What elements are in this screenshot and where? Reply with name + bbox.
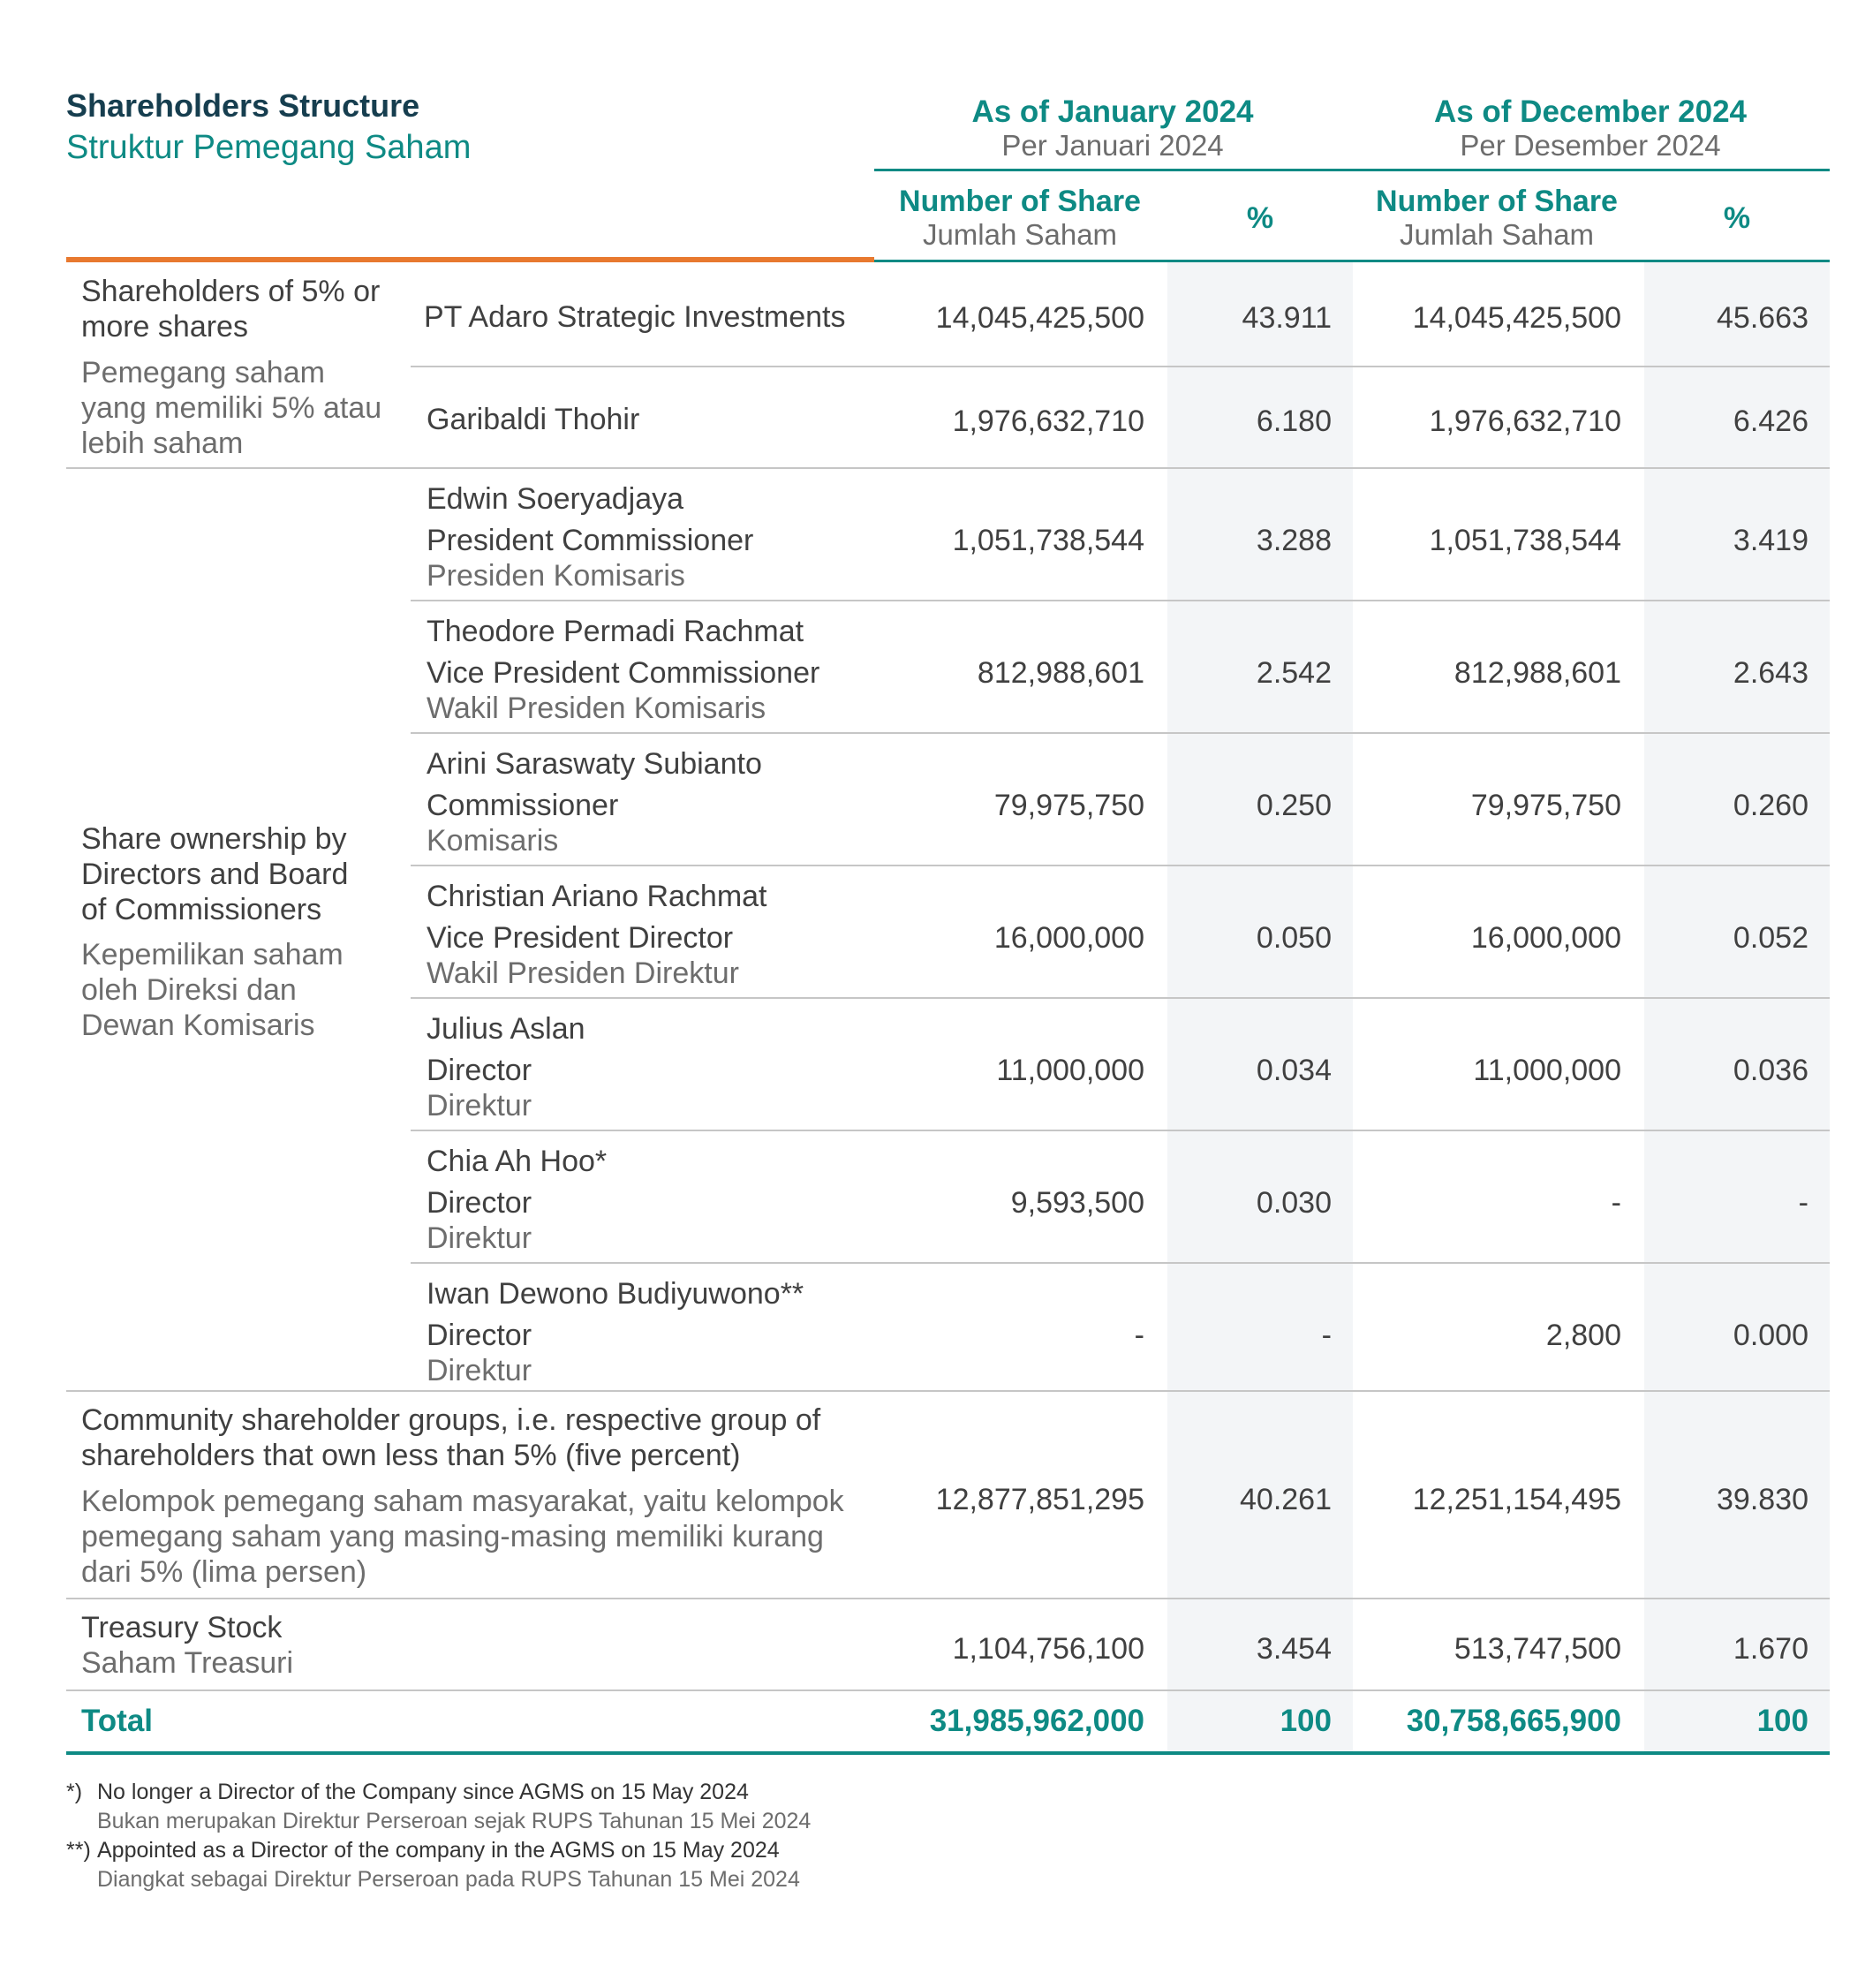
jan-pct-value: 0.250 — [1256, 789, 1332, 822]
dec-pct-value: - — [1798, 1186, 1808, 1220]
jan-shares-value: 9,593,500 — [1010, 1186, 1144, 1220]
jan-pct-value: 6.180 — [1256, 404, 1332, 438]
footnote-text-id: Bukan merupakan Direktur Perseroan sejak RUPS Tahunan 15 Mei 2024 — [97, 1809, 812, 1833]
treasury-label-id: Saham Treasuri — [81, 1646, 293, 1680]
dec-pct-value: 0.260 — [1733, 789, 1808, 822]
jan-pct-value: 43.911 — [1242, 301, 1332, 335]
dec-pct-value: 2.643 — [1733, 656, 1808, 690]
group-directors-label: Share ownership by Directors and Board of Commissioners — [81, 822, 349, 926]
row-divider — [411, 1130, 1830, 1131]
jan-shares-value: 1,976,632,710 — [952, 404, 1144, 438]
group-major-label: Shareholders of 5% or more shares — [81, 275, 381, 344]
jan-pct-value: 3.454 — [1256, 1632, 1332, 1666]
row-divider — [411, 600, 1830, 601]
period-dec-title: As of December 2024 — [1433, 94, 1748, 129]
director-role: Commissioner — [427, 789, 619, 822]
shareholder-name: Garibaldi Thohir — [427, 403, 640, 436]
director-role: Vice President Commissioner — [427, 656, 820, 690]
dec-shares-value: 513,747,500 — [1453, 1632, 1621, 1666]
total-label: Total — [81, 1704, 154, 1738]
director-role: Vice President Director — [427, 921, 734, 955]
director-role-id: Wakil Presiden Direktur — [427, 956, 739, 990]
director-role-id: Wakil Presiden Komisaris — [427, 692, 766, 725]
jan-shares-value: - — [1134, 1319, 1144, 1352]
header-rule-orange — [66, 257, 874, 262]
total-jan-shares: 31,985,962,000 — [929, 1704, 1144, 1738]
dec-shares-value: 12,251,154,495 — [1412, 1483, 1621, 1516]
jan-shares-value: 1,104,756,100 — [952, 1632, 1144, 1666]
jan-shares-header-id: Jumlah Saham — [922, 218, 1118, 251]
dec-pct-header: % — [1723, 201, 1751, 235]
row-divider — [411, 732, 1830, 734]
director-role: President Commissioner — [427, 524, 754, 557]
treasury-label: Treasury Stock — [81, 1611, 283, 1644]
director-role-id: Direktur — [427, 1221, 532, 1255]
jan-pct-value: 40.261 — [1240, 1483, 1332, 1516]
dec-pct-value: 0.000 — [1733, 1319, 1808, 1352]
total-bottom-rule — [66, 1751, 1830, 1755]
group-directors-label-id: Kepemilikan saham oleh Direksi dan Dewan Komisaris — [81, 938, 344, 1042]
period-underline — [874, 169, 1830, 171]
director-role-id: Presiden Komisaris — [427, 559, 685, 593]
director-role-id: Direktur — [427, 1089, 532, 1123]
footnote-text: No longer a Director of the Company since AGMS on 15 May 2024 — [97, 1780, 749, 1804]
dec-shares-value: 2,800 — [1545, 1319, 1621, 1352]
jan-shares-value: 1,051,738,544 — [952, 524, 1144, 557]
jan-pct-value: 3.288 — [1256, 524, 1332, 557]
row-divider — [411, 997, 1830, 999]
group-divider — [66, 1390, 1830, 1392]
director-name: Iwan Dewono Budiyuwono** — [427, 1277, 804, 1311]
dec-shares-value: 1,051,738,544 — [1429, 524, 1621, 557]
dec-shares-value: 14,045,425,500 — [1412, 301, 1621, 335]
dec-shares-header: Number of Share — [1376, 185, 1618, 218]
dec-pct-value: 1.670 — [1733, 1632, 1808, 1666]
period-jan-subtitle: Per Januari 2024 — [1001, 129, 1224, 162]
header-rule-teal — [874, 260, 1830, 262]
dec-shares-value: 1,976,632,710 — [1429, 404, 1621, 438]
dec-pct-value: 6.426 — [1733, 404, 1808, 438]
dec-shares-value: 812,988,601 — [1453, 656, 1621, 690]
director-role: Director — [427, 1054, 532, 1087]
community-label: Community shareholder groups, i.e. respective group of shareholders that own less than 5% (five percent) — [81, 1403, 821, 1472]
dec-pct-value: 45.663 — [1717, 301, 1808, 335]
jan-pct-value: 2.542 — [1256, 656, 1332, 690]
row-divider — [411, 865, 1830, 866]
dec-pct-value: 39.830 — [1717, 1483, 1808, 1516]
jan-pct-value: 0.030 — [1256, 1186, 1332, 1220]
jan-shares-value: 14,045,425,500 — [935, 301, 1144, 335]
dec-pct-column-shade — [1644, 262, 1830, 1754]
group-divider — [66, 1689, 1830, 1691]
group-major-label-id: Pemegang saham yang memiliki 5% atau lebih saham — [81, 356, 382, 460]
dec-shares-value: - — [1611, 1186, 1621, 1220]
footnote-text: Appointed as a Director of the company in the AGMS on 15 May 2024 — [97, 1838, 780, 1863]
dec-shares-value: 79,975,750 — [1470, 789, 1621, 822]
dec-pct-value: 3.419 — [1733, 524, 1808, 557]
dec-shares-header-id: Jumlah Saham — [1399, 218, 1595, 251]
jan-shares-value: 12,877,851,295 — [935, 1483, 1144, 1516]
period-dec-subtitle: Per Desember 2024 — [1460, 129, 1721, 162]
director-name: Chia Ah Hoo* — [427, 1145, 608, 1178]
director-name: Arini Saraswaty Subianto — [427, 747, 762, 781]
group-divider — [66, 467, 1830, 469]
jan-shares-value: 79,975,750 — [993, 789, 1144, 822]
jan-shares-header: Number of Share — [899, 185, 1141, 218]
director-name: Edwin Soeryadjaya — [427, 482, 684, 516]
jan-shares-value: 812,988,601 — [977, 656, 1144, 690]
total-dec-shares: 30,758,665,900 — [1406, 1704, 1621, 1738]
footnote-text-id: Diangkat sebagai Direktur Perseroan pada RUPS Tahunan 15 Mei 2024 — [97, 1867, 800, 1892]
dec-shares-value: 16,000,000 — [1470, 921, 1621, 955]
dec-pct-value: 0.036 — [1733, 1054, 1808, 1087]
shareholder-name: PT Adaro Strategic Investments — [424, 300, 846, 334]
director-role-id: Komisaris — [427, 824, 559, 858]
jan-pct-value: - — [1321, 1319, 1332, 1352]
director-role: Director — [427, 1319, 532, 1352]
jan-pct-value: 0.050 — [1256, 921, 1332, 955]
group-divider — [66, 1598, 1830, 1599]
director-name: Christian Ariano Rachmat — [427, 880, 767, 913]
dec-pct-value: 0.052 — [1733, 921, 1808, 955]
director-role-id: Direktur — [427, 1354, 532, 1387]
page-title: Shareholders Structure — [66, 87, 420, 124]
footnote-mark: *) — [66, 1780, 83, 1804]
director-role: Director — [427, 1186, 532, 1220]
jan-pct-column-shade — [1167, 262, 1353, 1754]
period-jan-title: As of January 2024 — [971, 94, 1254, 129]
row-divider — [411, 1262, 1830, 1264]
row-divider — [411, 366, 1830, 367]
jan-pct-header: % — [1246, 201, 1274, 235]
jan-pct-value: 0.034 — [1256, 1054, 1332, 1087]
dec-shares-value: 11,000,000 — [1473, 1054, 1621, 1087]
jan-shares-value: 16,000,000 — [993, 921, 1144, 955]
director-name: Julius Aslan — [427, 1012, 585, 1046]
director-name: Theodore Permadi Rachmat — [427, 615, 804, 648]
footnote-mark: **) — [66, 1838, 91, 1863]
page-subtitle: Struktur Pemegang Saham — [66, 129, 472, 166]
jan-shares-value: 11,000,000 — [996, 1054, 1144, 1087]
total-jan-pct: 100 — [1280, 1704, 1332, 1738]
total-dec-pct: 100 — [1756, 1704, 1808, 1738]
community-label-id: Kelompok pemegang saham masyarakat, yaitu kelompok pemegang saham yang masing-masing memiliki kurang dari 5% (lima persen) — [81, 1485, 844, 1589]
